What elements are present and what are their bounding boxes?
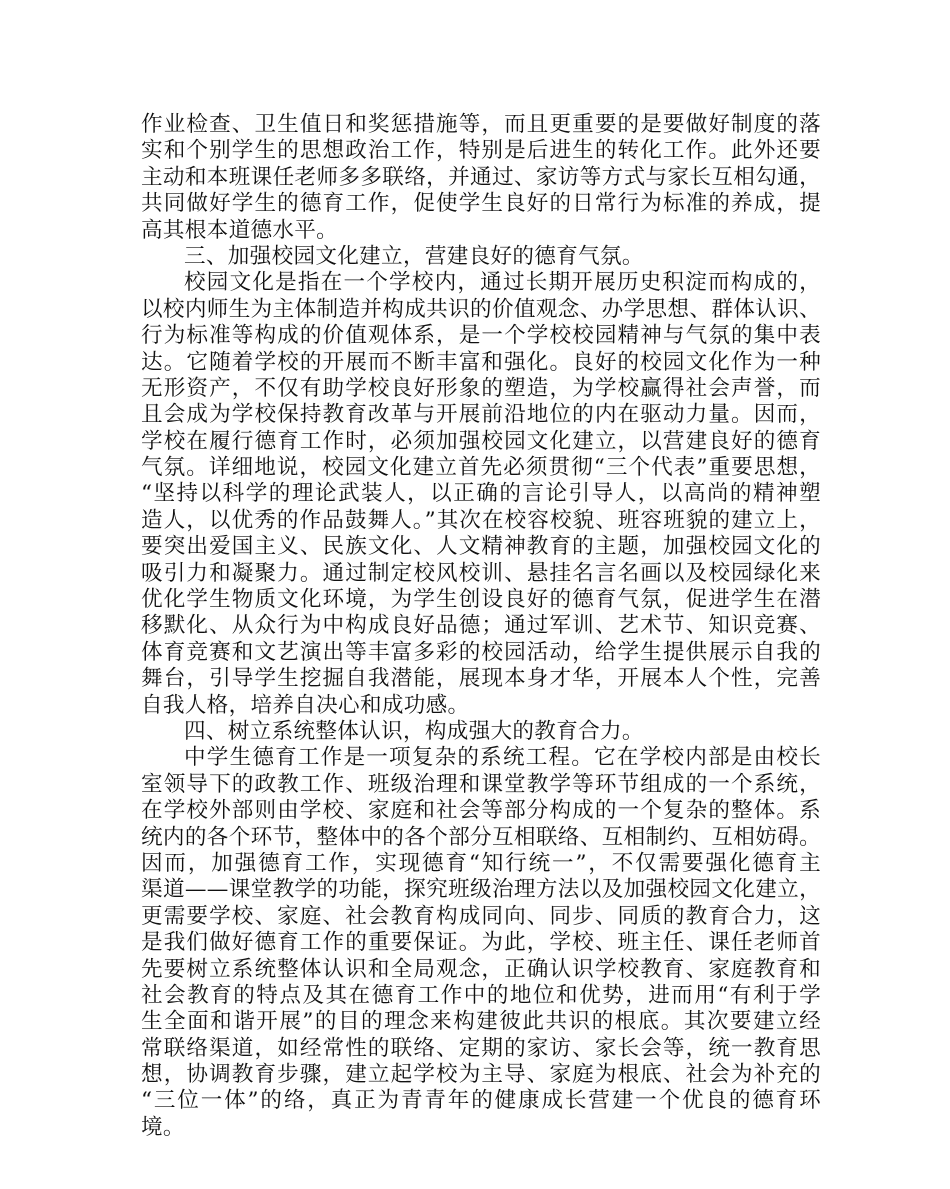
text-line: 常联络渠道，如经常性的联络、定期的家访、家长会等，统一教育思 (141, 1035, 821, 1061)
text-line: 在学校外部则由学校、家庭和社会等部分构成的一个复杂的整体。系 (141, 798, 821, 824)
text-line: “坚持以科学的理论武装人，以正确的言论引导人，以高尚的精神塑 (141, 481, 821, 507)
text-line: 学校在履行德育工作时，必须加强校园文化建立，以营建良好的德育 (141, 428, 821, 454)
text-line: 主动和本班课任老师多多联络，并通过、家访等方式与家长互相勾通， (141, 164, 821, 190)
text-line: 因而，加强德育工作，实现德育“知行统一”，不仅需要强化德育主 (141, 850, 821, 876)
text-line: 舞台，引导学生挖掘自我潜能，展现本身才华，开展本人个性，完善 (141, 666, 821, 692)
text-line: 移默化、从众行为中构成良好品德；通过军训、艺术节、知识竞赛、 (141, 613, 821, 639)
text-line: 以校内师生为主体制造并构成共识的价值观念、办学思想、群体认识、 (141, 296, 821, 322)
text-line: 无形资产，不仅有助学校良好形象的塑造，为学校赢得社会声誉，而 (141, 375, 821, 401)
text-line: 高其根本道德水平。 (141, 217, 339, 243)
text-line: 达。它随着学校的开展而不断丰富和强化。良好的校园文化作为一种 (141, 349, 821, 375)
text-line: 渠道——课堂教学的功能，探究班级治理方法以及加强校园文化建立， (141, 877, 821, 903)
text-line: 境。 (141, 1114, 185, 1140)
text-line: 作业检查、卫生值日和奖惩措施等，而且更重要的是要做好制度的落 (141, 112, 821, 137)
text-line: 体育竞赛和文艺演出等丰富多彩的校园活动，给学生提供展示自我的 (141, 639, 821, 665)
text-line: 优化学生物质文化环境，为学生创设良好的德育气氛，促进学生在潜 (141, 587, 821, 613)
text-line: 要突出爱国主义、民族文化、人文精神教育的主题，加强校园文化的 (141, 534, 821, 560)
text-line: 共同做好学生的德育工作，促使学生良好的日常行为标准的养成，提 (141, 191, 821, 217)
document-body (141, 112, 821, 1141)
text-line: 造人，以优秀的作品鼓舞人。”其次在校容校貌、班容班貌的建立上， (141, 507, 821, 533)
text-line: 自我人格，培养自决心和成功感。 (141, 692, 470, 718)
text-line: 是我们做好德育工作的重要保证。为此，学校、班主任、课任老师首 (141, 930, 821, 956)
text-line: 先要树立系统整体认识和全局观念，正确认识学校教育、家庭教育和 (141, 956, 821, 982)
text-line: 统内的各个环节，整体中的各个部分互相联络、互相制约、互相妨碍。 (141, 824, 821, 850)
section-heading-four: 四、树立系统整体认识，构成强大的教育合力。 (184, 718, 644, 744)
text-line: “三位一体”的络，真正为青青年的健康成长营建一个优良的德育环 (141, 1088, 821, 1114)
text-line: 行为标准等构成的价值观体系，是一个学校校园精神与气氛的集中表 (141, 323, 821, 349)
text-line: 气氛。详细地说，校园文化建立首先必须贯彻“三个代表”重要思想， (141, 455, 821, 481)
text-line: 更需要学校、家庭、社会教育构成同向、同步、同质的教育合力，这 (141, 903, 821, 929)
text-line: 社会教育的特点及其在德育工作中的地位和优势，进而用“有利于学 (141, 982, 821, 1008)
text-line: 中学生德育工作是一项复杂的系统工程。它在学校内部是由校长 (184, 745, 821, 771)
text-line: 想，协调教育步骤，建立起学校为主导、家庭为根底、社会为补充的 (141, 1062, 821, 1088)
text-line: 且会成为学校保持教育改革与开展前沿地位的内在驱动力量。因而， (141, 402, 821, 428)
text-line: 吸引力和凝聚力。通过制定校风校训、悬挂名言名画以及校园绿化来 (141, 560, 821, 586)
text-line: 校园文化是指在一个学校内，通过长期开展历史积淀而构成的， (184, 270, 821, 296)
section-heading-three: 三、加强校园文化建立，营建良好的德育气氛。 (184, 243, 644, 269)
text-line: 室领导下的政教工作、班级治理和课堂教学等环节组成的一个系统， (141, 771, 821, 797)
text-line: 生全面和谐开展”的目的理念来构建彼此共识的根底。其次要建立经 (141, 1009, 821, 1035)
text-line: 实和个别学生的思想政治工作，特别是后进生的转化工作。此外还要 (141, 138, 821, 164)
